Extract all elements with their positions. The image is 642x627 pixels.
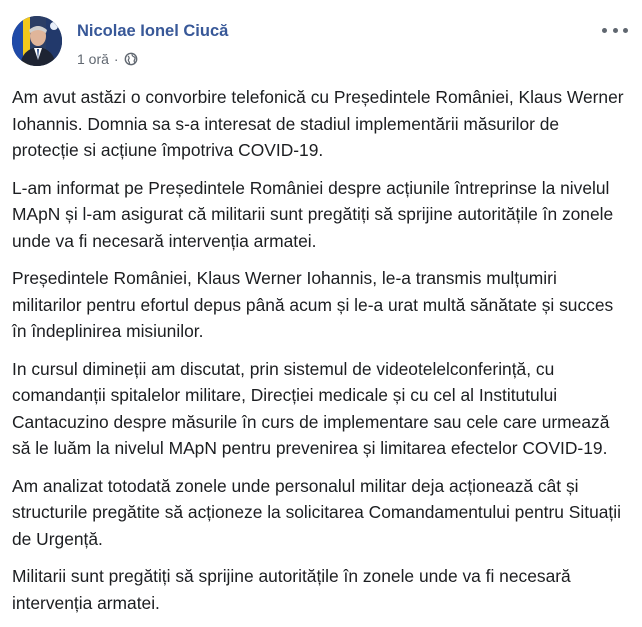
globe-icon[interactable]: [124, 52, 138, 66]
post-timestamp[interactable]: 1 oră: [77, 51, 109, 67]
author-name[interactable]: Nicolae Ionel Ciucă: [77, 22, 229, 40]
post-body: [12, 84, 624, 627]
post-paragraph: Am analizat totodată zonele unde personalul militar deja acționează cât și structurile pregătite să acționeze la solicitarea Comandamentului pentru Situații de Urgență.: [12, 475, 621, 549]
meta-separator: ·: [113, 51, 119, 67]
avatar-image: [12, 16, 62, 66]
more-horizontal-icon[interactable]: [602, 23, 628, 37]
post-paragraph: L-am informat pe Președintele României despre acțiunile întreprinse la nivelul MApN și l-am asigurat că militarii sunt pregătiți să sprijine autoritățile în zonele unde va fi necesară intervenția armatei.: [12, 177, 614, 251]
avatar[interactable]: [12, 16, 62, 66]
post-paragraph: Președintele României, Klaus Werner Iohannis, le-a transmis mulțumiri militarilor pentru efortul depus până acum și le-a urat multă sănătate și succes în îndeplinirea misiunilor.: [12, 268, 614, 341]
more-dot: [602, 28, 607, 33]
post-paragraph: Am avut astăzi o convorbire telefonică cu Președintele României, Klaus Werner Iohannis. Domnia sa s-a interesat de stadiul implementării măsurilor de protecție si acțiune împotriva COVID-19.: [12, 87, 624, 160]
post-paragraph: In cursul dimineții am discutat, prin sistemul de videotelelconferință, cu comandanții spitalelor militare, Direcției medicale și cu cel al Institutului Cantacuzino despre măsurile în curs de implementare sau cele care urmează să le luăm la nivelul MApN pentru prevenirea și limitarea efectelor COVID-19.: [12, 358, 610, 458]
more-dot: [613, 28, 618, 33]
post-header: [12, 13, 630, 73]
post-meta: [77, 51, 138, 67]
more-dot: [623, 28, 628, 33]
post-paragraph: Militarii sunt pregătiți să sprijine autoritățile în zonele unde va fi necesară intervenția armatei.: [12, 566, 571, 613]
